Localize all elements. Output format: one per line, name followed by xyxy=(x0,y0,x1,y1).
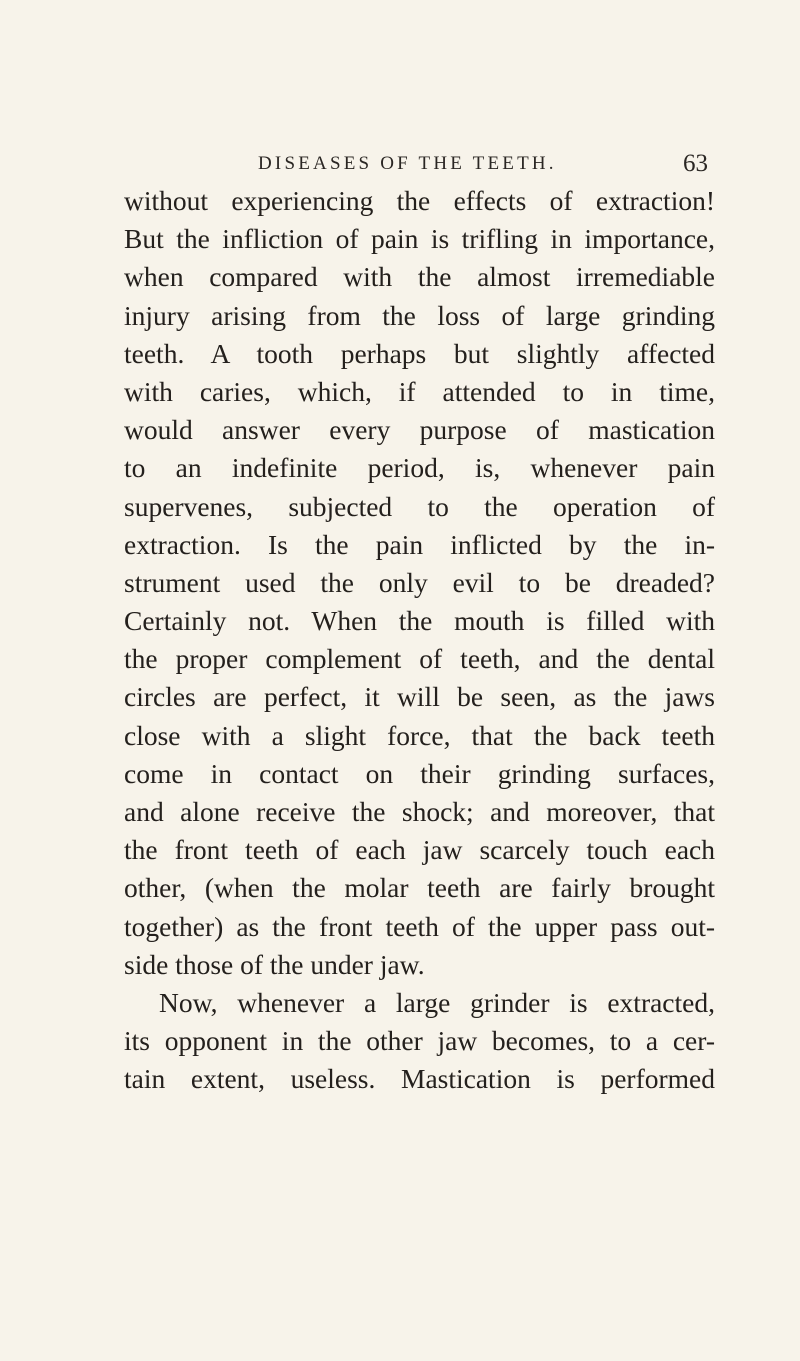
text-line: together) as the front teeth of the upper pass out- xyxy=(124,910,715,942)
text-line: Certainly not. When the mouth is filled with xyxy=(124,605,715,637)
text-line: side those of the under jaw. xyxy=(124,948,425,980)
text-line: its opponent in the other jaw becomes, to a cer- xyxy=(124,1025,715,1057)
text-line: But the infliction of pain is trifling in importance, xyxy=(124,223,715,255)
text-line: the proper complement of teeth, and the dental xyxy=(124,643,715,675)
body-text xyxy=(124,182,715,1099)
text-line: teeth. A tooth perhaps but slightly affected xyxy=(124,337,715,369)
text-line: with caries, which, if attended to in time, xyxy=(124,375,715,407)
text-line: when compared with the almost irremediable xyxy=(124,261,715,293)
text-line: the front teeth of each jaw scarcely touch each xyxy=(124,834,715,866)
paragraph-start-line: Now, whenever a large grinder is extracted, xyxy=(159,986,715,1018)
page-number: 63 xyxy=(683,150,708,177)
text-line: strument used the only evil to be dreaded? xyxy=(124,566,715,598)
text-line: injury arising from the loss of large grinding xyxy=(124,299,715,331)
text-line: extraction. Is the pain inflicted by the in- xyxy=(124,528,715,560)
text-line: tain extent, useless. Mastication is performed xyxy=(124,1063,715,1095)
text-line: without experiencing the effects of extraction! xyxy=(124,185,715,216)
text-line: would answer every purpose of mastication xyxy=(124,414,715,446)
text-line: supervenes, subjected to the operation of xyxy=(124,490,715,522)
running-header xyxy=(258,148,708,180)
running-title: DISEASES OF THE TEETH. xyxy=(258,153,557,174)
text-line: to an indefinite period, is, whenever pain xyxy=(124,452,715,484)
text-line: and alone receive the shock; and moreover, that xyxy=(124,796,715,827)
text-line: other, (when the molar teeth are fairly brought xyxy=(124,872,715,904)
text-line: close with a slight force, that the back teeth xyxy=(124,719,715,751)
text-line: come in contact on their grinding surfaces, xyxy=(124,757,715,789)
text-line: circles are perfect, it will be seen, as the jaws xyxy=(124,681,715,713)
